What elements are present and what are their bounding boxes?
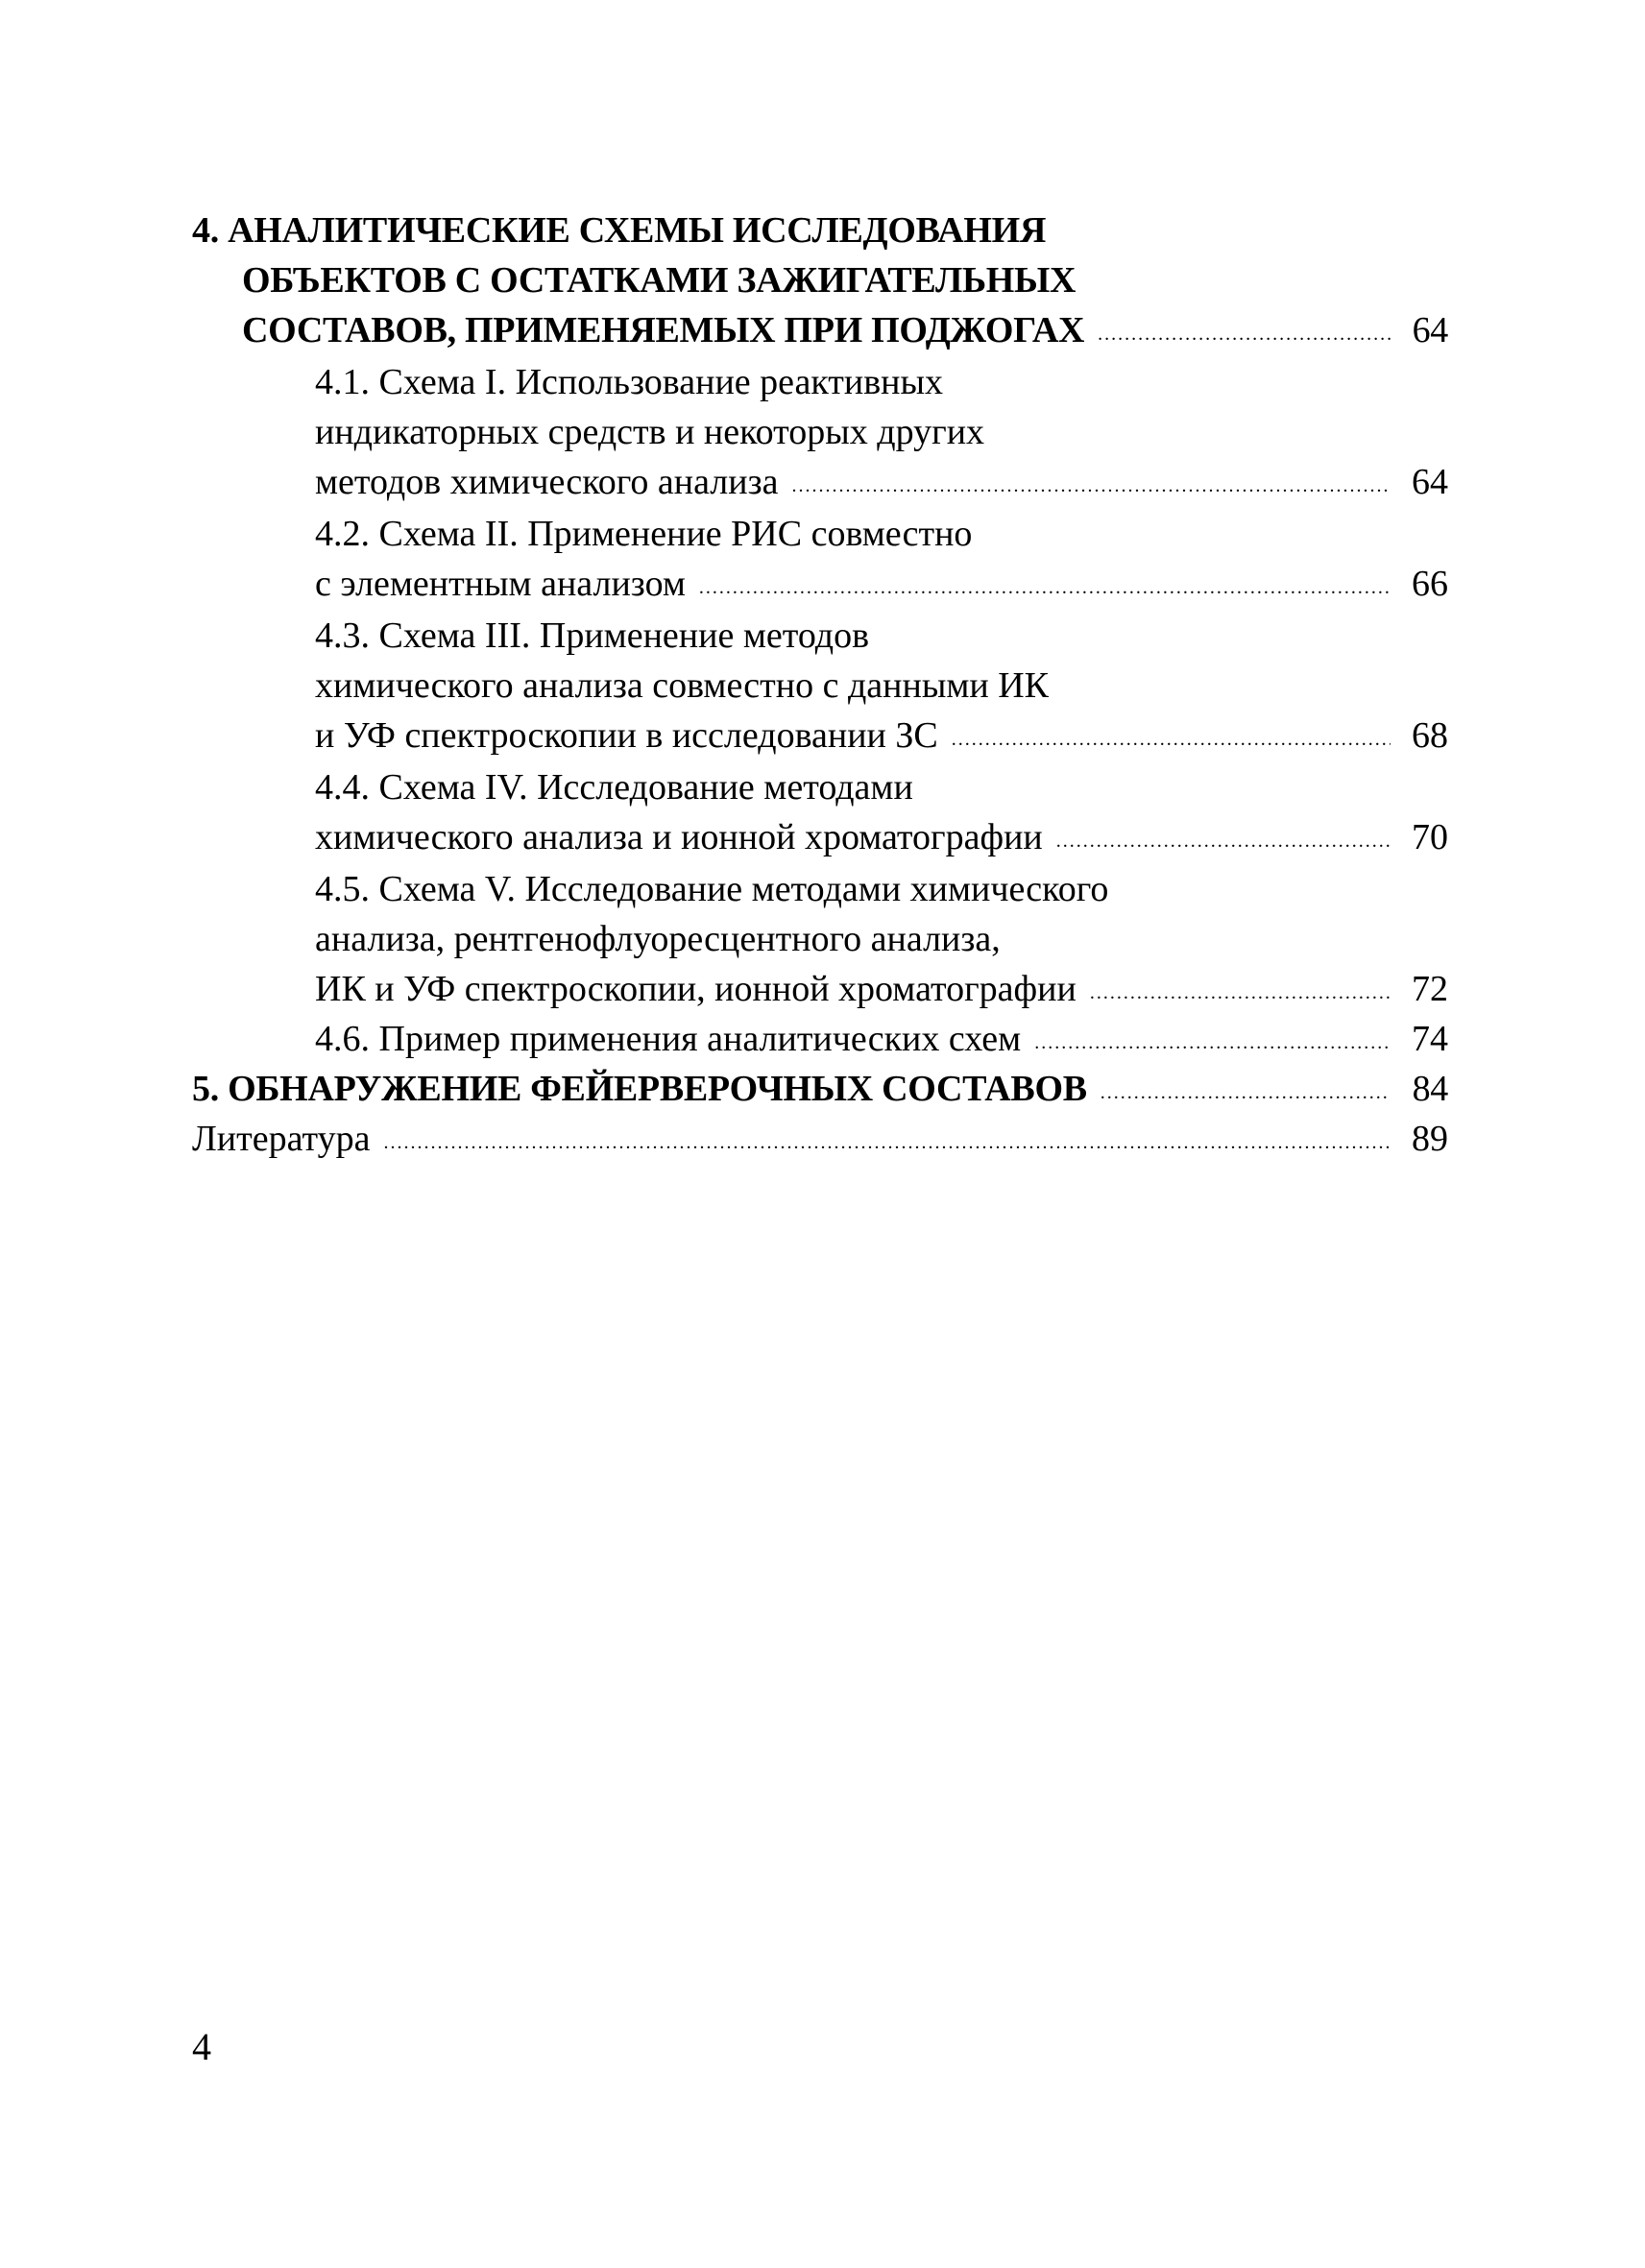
- toc-s4-3-page: 68: [1412, 715, 1448, 756]
- toc-s4-3-title-2: химического анализа совместно с данными ИК: [315, 665, 1050, 706]
- toc-ch4-line1: [192, 205, 1046, 255]
- toc-ch5-title-1: 5. ОБНАРУЖЕНИЕ ФЕЙЕРВЕРОЧНЫХ СОСТАВОВ: [192, 1069, 1087, 1109]
- toc-s4-4-page: 70: [1412, 817, 1448, 857]
- toc-s4-4-title-2: химического анализа и ионной хроматографии: [315, 817, 1043, 857]
- toc-s4-5-leader: [1090, 968, 1391, 1018]
- toc-s4-1-line2: [315, 407, 984, 457]
- toc-s4-1-title-2: индикаторных средств и некоторых других: [315, 412, 985, 452]
- toc-s4-5-title-3: ИК и УФ спектроскопии, ионной хроматографии: [315, 969, 1077, 1009]
- toc-s4-4-title-1: 4.4. Схема IV. Исследование методами: [315, 767, 913, 808]
- toc-s4-5-line1: [315, 864, 1108, 914]
- toc-ch5-page: 84: [1412, 1069, 1448, 1109]
- toc-ch5-leader: [1101, 1068, 1391, 1118]
- toc-s4-3-title-1: 4.3. Схема III. Применение методов: [315, 615, 870, 656]
- toc-ch4-title-2: ОБЪЕКТОВ С ОСТАТКАМИ ЗАЖИГАТЕЛЬНЫХ: [242, 260, 1077, 301]
- toc-s4-1-title-1: 4.1. Схема I. Использование реактивных: [315, 362, 944, 402]
- toc-lit-line1: [192, 1114, 1448, 1164]
- toc-lit-title-1: Литература: [192, 1119, 371, 1159]
- toc-s4-2-line2: [315, 559, 1448, 609]
- toc-lit-page: 89: [1412, 1119, 1448, 1159]
- toc-lit-leader: [383, 1118, 1391, 1168]
- toc-ch4-page: 64: [1412, 310, 1448, 350]
- toc-s4-1-page: 64: [1412, 462, 1448, 502]
- toc-s4-1-title-3: методов химического анализа: [315, 462, 779, 502]
- toc-s4-5-line2: [315, 914, 1001, 964]
- toc-ch4-line2: [242, 255, 1076, 305]
- toc-s4-2-leader: [699, 563, 1391, 613]
- toc-s4-3-leader: [952, 714, 1391, 764]
- toc-s4-4-line2: [315, 812, 1448, 862]
- toc-s4-6-title-1: 4.6. Пример применения аналитических схем: [315, 1019, 1022, 1059]
- toc-ch4-line3: [242, 305, 1448, 355]
- page-number: 4: [192, 2025, 211, 2068]
- toc-s4-4-line1: [315, 762, 913, 812]
- toc-s4-2-title-2: с элементным анализом: [315, 564, 686, 604]
- toc-ch4-title-3: СОСТАВОВ, ПРИМЕНЯЕМЫХ ПРИ ПОДЖОГАХ: [242, 310, 1085, 350]
- toc-s4-6-page: 74: [1412, 1019, 1448, 1059]
- toc-s4-1-leader: [791, 461, 1391, 511]
- toc-s4-5-line3: [315, 964, 1448, 1014]
- toc-ch4-leader: [1098, 309, 1391, 359]
- toc-s4-4-leader: [1056, 816, 1391, 866]
- toc-s4-3-line2: [315, 661, 1049, 711]
- toc-ch5-line1: [192, 1064, 1448, 1114]
- toc-s4-5-title-2: анализа, рентгенофлуоресцентного анализа,: [315, 919, 1001, 959]
- toc-s4-6-leader: [1034, 1018, 1391, 1068]
- toc-s4-3-line1: [315, 611, 869, 661]
- toc-s4-3-line3: [315, 711, 1448, 760]
- toc-s4-5-title-1: 4.5. Схема V. Исследование методами химического: [315, 869, 1109, 909]
- toc-s4-5-page: 72: [1412, 969, 1448, 1009]
- toc-s4-3-title-3: и УФ спектроскопии в исследовании ЗС: [315, 715, 938, 756]
- toc-s4-2-page: 66: [1412, 564, 1448, 604]
- toc-s4-1-line3: [315, 457, 1448, 507]
- toc-s4-1-line1: [315, 357, 943, 407]
- toc-s4-2-line1: [315, 509, 972, 559]
- toc-s4-2-title-1: 4.2. Схема II. Применение РИС совместно: [315, 514, 973, 554]
- toc-ch4-title-1: 4. АНАЛИТИЧЕСКИЕ СХЕМЫ ИССЛЕДОВАНИЯ: [192, 210, 1047, 251]
- toc-s4-6-line1: [315, 1014, 1448, 1064]
